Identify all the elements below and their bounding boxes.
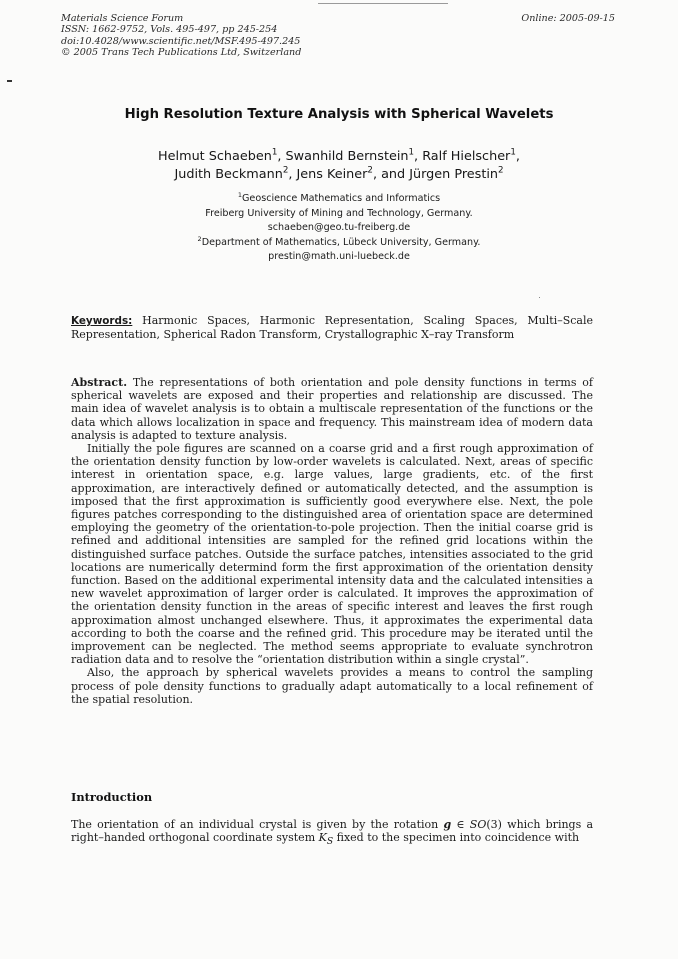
author-affiliation-mark: 2 [367, 165, 373, 176]
scan-speck [539, 297, 540, 298]
author-list [0, 148, 678, 184]
top-rule [318, 3, 448, 4]
abstract-label: Abstract. [71, 376, 128, 389]
author-affiliation-mark: 2 [498, 165, 504, 176]
affiliation-1-institution: Freiberg University of Mining and Technology, Germany. [205, 207, 473, 219]
abstract-paragraph-2: Initially the pole figures are scanned on a coarse grid and a first rough approximation of the orientation density function by low-order wavelets is calculated. Next, areas of specific interest in orientation space, e.g. large values, large gradients, etc. of the first approximation, are interactively defined or automatically detected, and the assumption is imposed that the first approximation is sufficiently good everywhere else. Next, the pole figures patches corresponding to the distinguished area of orientation space are determined employing the geometry of the orientation-to-pole projection. Then the initial coarse grid is refined and additional intensities are sampled for the refined grid locations within the distinguished surface patches. Outside the surface patches, intensities associated to the grid locations are numerically determind form the first approximation of the orientation density function. Based on the additional experimental intensity data and the calculated intensities a new wavelet approximation of larger order is calculated. It improves the approximation of the orientation density function in the areas of specific interest and leaves the first rough approximation almost unchanged elsewhere. Thus, it approximates the experimental data according to both the coarse and the refined grid. This procedure may be iterated until the improvement can be neglected. The method seems appropriate to evaluate synchrotron radiation data and to resolve the “orientation distribution within a single crystal”. [71, 442, 593, 667]
affiliation-2-email: prestin@math.uni-luebeck.de [268, 251, 410, 263]
keywords-paragraph [71, 314, 593, 341]
online-date: Online: 2005-09-15 [521, 13, 615, 24]
affiliation-2-name: $^2$Department of Mathematics, Lübeck University, Germany. [197, 234, 481, 248]
math-ks-subscript: S [326, 836, 334, 848]
keywords-text: Harmonic Spaces, Harmonic Representation, Scaling Spaces, Multi–Scale Representation, Spherical Radon Transform, Crystallographic X–ray Transform [71, 314, 593, 342]
author-name: Jürgen Prestin [409, 167, 499, 182]
author-separator: , [288, 167, 297, 182]
introduction-paragraph: The orientation of an individual crystal is given by the rotation g ∈ SO(3) which brings a right–handed orthogonal coordinate system $K_S$ fixed to the specimen into coincidence with [71, 818, 594, 848]
author-affiliation-mark: 1 [408, 147, 415, 158]
math-so: SO [469, 818, 487, 831]
author-affiliation-mark: 1 [271, 147, 278, 158]
margin-mark [7, 80, 12, 82]
affiliation-1-email: schaeben@geo.tu-freiberg.de [267, 222, 411, 234]
author-separator: , and [372, 167, 410, 182]
journal-info [61, 13, 301, 58]
author-separator: , [414, 149, 423, 164]
affiliation-mark: 1 [237, 190, 242, 199]
author-separator: , [515, 149, 520, 164]
math-g: g [443, 818, 452, 831]
author-name: Jens Keiner [296, 167, 368, 182]
affiliations [0, 192, 678, 265]
author-affiliation-mark: 2 [282, 165, 289, 176]
keywords-label: Keywords: [71, 315, 133, 327]
author-name: Swanhild Bernstein [285, 149, 409, 164]
journal-issn: ISSN: 1662-9752, Vols. 495-497, pp 245-254 [61, 24, 278, 36]
abstract-paragraph-3: Also, the approach by spherical wavelets provides a means to control the sampling process of pole density functions to gradually adapt automatically to a local refinement of the spatial resolution. [71, 666, 593, 706]
introduction-heading: Introduction [71, 790, 153, 804]
affiliation-1-name: $^1$Geoscience Mathematics and Informatics [237, 190, 441, 204]
paper-title: High Resolution Texture Analysis with Spherical Wavelets [124, 107, 554, 122]
author-line-2 [0, 166, 678, 184]
journal-copyright: © 2005 Trans Tech Publications Ltd, Switzerland [61, 46, 302, 58]
abstract-paragraph-1: Abstract. The representations of both orientation and pole density functions in terms of spherical wavelets are exposed and their properties and relationship are discussed. The main idea of wavelet analysis is to obtain a multiscale representation of the functions or the data which allows localization in space and frequency. This mainstream idea of modern data analysis is adapted to texture analysis. [71, 376, 593, 442]
author-name: Helmut Schaeben [158, 149, 272, 164]
abstract-section [71, 376, 593, 706]
affiliation-mark: 2 [197, 234, 202, 243]
author-name: Judith Beckmann [174, 167, 283, 182]
journal-doi: doi:10.4028/www.scientific.net/MSF.495-497.245 [61, 35, 301, 47]
author-line-1 [0, 148, 678, 166]
author-affiliation-mark: 1 [510, 147, 516, 158]
math-ks: K [318, 831, 327, 845]
journal-name: Materials Science Forum [61, 13, 184, 24]
author-separator: , [277, 149, 286, 164]
author-name: Ralf Hielscher [422, 149, 511, 164]
